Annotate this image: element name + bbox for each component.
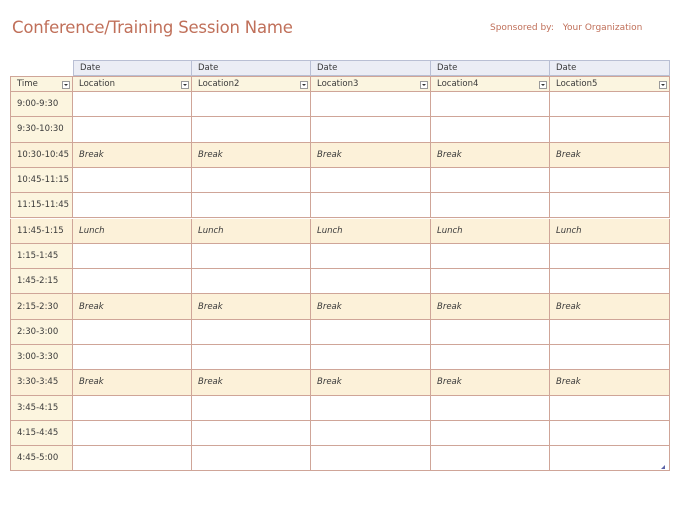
sponsor-label: Sponsored by: (490, 23, 554, 33)
table-row (10, 294, 670, 319)
session-cell[interactable]: Lunch (550, 219, 670, 244)
sponsor-value[interactable]: Your Organization (562, 23, 643, 33)
date-header-cell[interactable]: Date (311, 60, 431, 76)
dropdown-arrow-icon[interactable] (300, 81, 308, 89)
session-cell[interactable]: Break (311, 294, 431, 319)
date-header-row (10, 60, 670, 76)
time-slot-cell[interactable]: 1:45-2:15 (10, 269, 73, 294)
session-cell[interactable]: Break (311, 370, 431, 395)
session-cell[interactable] (550, 269, 670, 294)
column-header-location-1[interactable] (73, 76, 192, 92)
session-cell[interactable] (550, 244, 670, 269)
session-cell[interactable] (192, 244, 311, 269)
session-cell[interactable] (73, 421, 192, 446)
session-cell[interactable] (73, 92, 192, 117)
date-header-cell[interactable]: Date (550, 60, 670, 76)
session-cell[interactable] (311, 269, 431, 294)
session-cell[interactable]: Lunch (192, 219, 311, 244)
session-cell[interactable] (550, 421, 670, 446)
session-cell[interactable] (550, 193, 670, 218)
session-cell[interactable] (431, 446, 550, 471)
session-cell[interactable] (550, 446, 670, 471)
time-slot-cell[interactable]: 3:30-3:45 (10, 370, 73, 395)
session-cell[interactable] (431, 244, 550, 269)
session-cell[interactable] (192, 320, 311, 345)
session-cell[interactable] (73, 269, 192, 294)
session-cell[interactable] (431, 168, 550, 193)
dropdown-arrow-icon[interactable] (62, 81, 70, 89)
time-slot-cell[interactable]: 3:00-3:30 (10, 345, 73, 370)
session-cell[interactable] (192, 421, 311, 446)
session-cell[interactable] (431, 345, 550, 370)
session-cell[interactable] (311, 117, 431, 142)
dropdown-arrow-icon[interactable] (181, 81, 189, 89)
session-cell[interactable]: Break (550, 294, 670, 319)
table-row (10, 421, 670, 446)
column-header-row (10, 76, 670, 92)
session-cell[interactable]: Break (192, 370, 311, 395)
session-cell[interactable] (550, 92, 670, 117)
session-cell[interactable] (311, 244, 431, 269)
session-cell[interactable]: Break (431, 143, 550, 168)
time-slot-cell[interactable]: 4:45-5:00 (10, 446, 73, 471)
session-cell[interactable] (192, 446, 311, 471)
date-header-cell[interactable]: Date (73, 60, 192, 76)
session-cell[interactable] (192, 193, 311, 218)
session-cell[interactable]: Break (192, 143, 311, 168)
session-cell[interactable] (192, 92, 311, 117)
session-cell[interactable] (311, 345, 431, 370)
session-cell[interactable] (550, 320, 670, 345)
session-cell[interactable] (73, 117, 192, 142)
session-cell[interactable] (73, 396, 192, 421)
session-cell[interactable] (192, 168, 311, 193)
session-cell[interactable] (311, 421, 431, 446)
session-cell[interactable] (311, 168, 431, 193)
session-cell[interactable] (431, 269, 550, 294)
table-row (10, 345, 670, 370)
dropdown-arrow-icon[interactable] (420, 81, 428, 89)
session-cell[interactable] (311, 396, 431, 421)
table-row (10, 168, 670, 193)
session-cell[interactable]: Break (550, 143, 670, 168)
session-cell[interactable] (73, 168, 192, 193)
session-cell[interactable] (311, 446, 431, 471)
column-header-label: Time (17, 79, 38, 89)
date-header-cell[interactable]: Date (192, 60, 311, 76)
dropdown-arrow-icon[interactable] (539, 81, 547, 89)
table-row (10, 370, 670, 395)
column-header-time[interactable] (10, 76, 73, 92)
session-cell[interactable] (431, 92, 550, 117)
time-slot-cell[interactable]: 2:30-3:00 (10, 320, 73, 345)
table-row (10, 117, 670, 142)
resize-handle-icon[interactable] (661, 465, 665, 469)
dropdown-arrow-icon[interactable] (659, 81, 667, 89)
page-title: Conference/Training Session Name (12, 18, 293, 37)
session-cell[interactable] (73, 244, 192, 269)
time-slot-cell[interactable]: 10:45-11:15 (10, 168, 73, 193)
table-row (10, 219, 670, 244)
time-slot-cell[interactable]: 11:45-1:15 (10, 219, 73, 244)
table-row (10, 143, 670, 168)
time-slot-cell[interactable]: 2:15-2:30 (10, 294, 73, 319)
time-slot-cell[interactable]: 4:15-4:45 (10, 421, 73, 446)
session-cell[interactable] (73, 446, 192, 471)
table-row (10, 269, 670, 294)
session-cell[interactable]: Lunch (73, 219, 192, 244)
column-header-location-5[interactable] (550, 76, 670, 92)
session-cell[interactable] (73, 345, 192, 370)
session-cell[interactable] (550, 396, 670, 421)
column-header-label: Location4 (437, 79, 479, 89)
session-cell[interactable] (73, 193, 192, 218)
session-cell[interactable]: Break (192, 294, 311, 319)
date-header-cell[interactable]: Date (431, 60, 550, 76)
column-header-location-3[interactable] (311, 76, 431, 92)
session-cell[interactable] (550, 168, 670, 193)
column-header-label: Location (79, 79, 115, 89)
sponsor-line (490, 23, 642, 33)
session-cell[interactable] (550, 345, 670, 370)
session-cell[interactable] (311, 320, 431, 345)
session-cell[interactable]: Break (431, 370, 550, 395)
session-cell[interactable] (192, 269, 311, 294)
session-cell[interactable] (550, 117, 670, 142)
time-slot-cell[interactable]: 9:00-9:30 (10, 92, 73, 117)
session-cell[interactable]: Break (431, 294, 550, 319)
table-row (10, 92, 670, 117)
table-row (10, 244, 670, 269)
session-cell[interactable] (431, 421, 550, 446)
session-cell[interactable] (431, 320, 550, 345)
session-cell[interactable]: Lunch (311, 219, 431, 244)
time-slot-cell[interactable]: 11:15-11:45 (10, 193, 73, 218)
table-row (10, 446, 670, 471)
session-cell[interactable] (192, 117, 311, 142)
time-slot-cell[interactable]: 1:15-1:45 (10, 244, 73, 269)
session-cell[interactable] (311, 193, 431, 218)
time-slot-cell[interactable]: 9:30-10:30 (10, 117, 73, 142)
session-cell[interactable]: Break (550, 370, 670, 395)
session-cell[interactable]: Break (73, 143, 192, 168)
session-cell[interactable] (311, 92, 431, 117)
time-slot-cell[interactable]: 3:45-4:15 (10, 396, 73, 421)
session-cell[interactable]: Break (73, 294, 192, 319)
time-slot-cell[interactable]: 10:30-10:45 (10, 143, 73, 168)
session-cell[interactable] (431, 193, 550, 218)
date-header-spacer (10, 60, 73, 76)
column-header-label: Location3 (317, 79, 359, 89)
session-cell[interactable] (192, 396, 311, 421)
column-header-label: Location5 (556, 79, 598, 89)
session-cell[interactable] (192, 345, 311, 370)
session-cell[interactable]: Lunch (431, 219, 550, 244)
session-cell[interactable] (431, 396, 550, 421)
table-row (10, 320, 670, 345)
session-cell[interactable]: Break (311, 143, 431, 168)
session-cell[interactable] (431, 117, 550, 142)
session-cell[interactable]: Break (73, 370, 192, 395)
table-row (10, 396, 670, 421)
session-cell[interactable] (73, 320, 192, 345)
column-header-label: Location2 (198, 79, 240, 89)
column-header-location-2[interactable] (192, 76, 311, 92)
column-header-location-4[interactable] (431, 76, 550, 92)
table-row (10, 193, 670, 218)
